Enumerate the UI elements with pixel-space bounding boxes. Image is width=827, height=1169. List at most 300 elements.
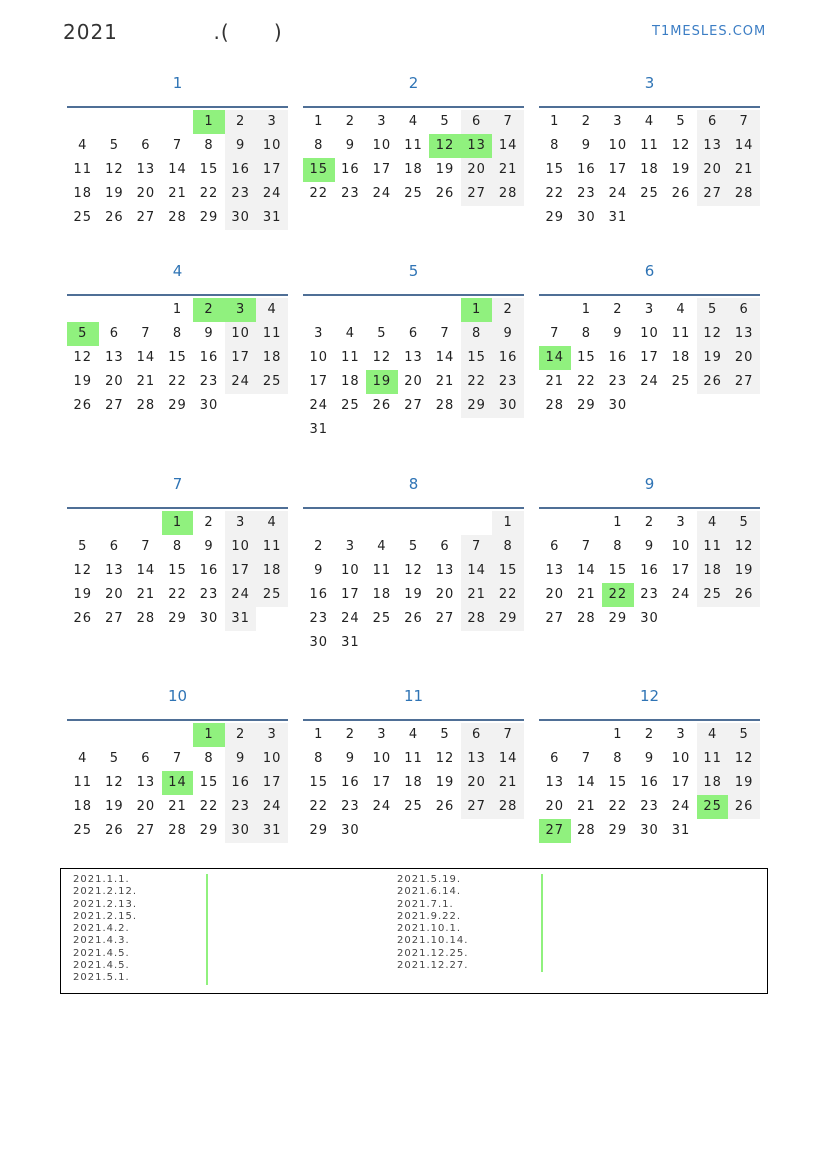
day-cell: 21: [728, 158, 760, 182]
day-cell: 20: [136, 799, 156, 814]
day-cell: 4: [78, 751, 88, 766]
day-cell: 17: [341, 587, 360, 602]
day-cell: 13: [136, 775, 156, 790]
day-cell: 2: [345, 727, 355, 742]
day-cell: 5: [67, 322, 99, 346]
day-cell: 6: [461, 723, 493, 747]
day-cell: 6: [109, 326, 119, 341]
week-row: [539, 511, 760, 535]
day-cell: 20: [461, 158, 493, 182]
day-cell: 21: [577, 587, 596, 602]
week-row: [303, 559, 524, 583]
month-title: 6: [644, 262, 655, 280]
empty-day-cell: [697, 607, 729, 631]
month-block: [303, 685, 524, 843]
month-days: [539, 723, 760, 843]
day-cell: 6: [461, 110, 493, 134]
empty-day-cell: [366, 511, 398, 535]
day-cell: 4: [78, 138, 88, 153]
week-row: [303, 158, 524, 182]
empty-day-cell: [429, 511, 461, 535]
month-days: [303, 723, 524, 843]
day-cell: 8: [314, 138, 324, 153]
day-cell: 19: [73, 587, 93, 602]
month-title: 11: [403, 687, 424, 705]
day-cell: 8: [613, 751, 623, 766]
day-cell: 1: [162, 511, 194, 535]
day-cell: 23: [225, 182, 257, 206]
holiday-marker: [206, 948, 208, 960]
day-cell: 16: [640, 563, 659, 578]
day-cell: 3: [256, 110, 288, 134]
legend-date: 2021.4.3.: [73, 935, 130, 947]
day-cell: 17: [309, 374, 329, 389]
day-cell: 30: [309, 635, 329, 650]
empty-day-cell: [539, 298, 571, 322]
day-cell: 24: [608, 186, 628, 201]
month-days: [303, 298, 524, 442]
empty-day-cell: [366, 631, 398, 655]
legend-item: [73, 935, 137, 947]
day-cell: 22: [309, 799, 329, 814]
day-cell: 31: [256, 819, 288, 843]
day-cell: 2: [613, 302, 623, 317]
day-cell: 19: [435, 162, 455, 177]
day-cell: 21: [577, 799, 596, 814]
day-cell: 11: [404, 751, 423, 766]
month-divider: [67, 294, 288, 296]
empty-day-cell: [303, 511, 335, 535]
day-cell: 20: [461, 771, 493, 795]
day-cell: 25: [671, 374, 691, 389]
week-row: [67, 771, 288, 795]
week-row: [303, 346, 524, 370]
day-cell: 15: [303, 158, 335, 182]
day-cell: 1: [613, 727, 623, 742]
day-cell: 27: [404, 398, 423, 413]
day-cell: 4: [644, 114, 655, 129]
week-row: [303, 795, 524, 819]
empty-day-cell: [398, 298, 430, 322]
day-cell: 11: [372, 563, 392, 578]
day-cell: 13: [136, 162, 156, 177]
month-days: [303, 110, 524, 206]
day-cell: 29: [577, 398, 596, 413]
day-cell: 17: [256, 771, 288, 795]
day-cell: 9: [204, 326, 214, 341]
day-cell: 25: [341, 398, 360, 413]
month-days: [67, 723, 288, 843]
day-cell: 11: [73, 162, 93, 177]
day-cell: 2: [314, 539, 324, 554]
legend-item: [397, 948, 468, 960]
day-cell: 15: [309, 775, 329, 790]
week-row: [67, 747, 288, 771]
day-cell: 19: [728, 771, 760, 795]
empty-day-cell: [728, 206, 760, 230]
day-cell: 18: [256, 346, 288, 370]
month-title: 1: [172, 74, 183, 92]
month-divider: [303, 294, 524, 296]
day-cell: 3: [256, 723, 288, 747]
day-cell: 30: [640, 611, 659, 626]
day-cell: 3: [314, 326, 324, 341]
day-cell: 10: [608, 138, 628, 153]
day-cell: 28: [136, 611, 156, 626]
day-cell: 19: [404, 587, 423, 602]
day-cell: 16: [199, 563, 219, 578]
day-cell: 18: [697, 559, 729, 583]
day-cell: 18: [73, 799, 93, 814]
week-row: [303, 110, 524, 134]
day-cell: 7: [728, 110, 760, 134]
empty-day-cell: [335, 511, 367, 535]
day-cell: 23: [225, 795, 257, 819]
day-cell: 19: [105, 186, 124, 201]
day-cell: 7: [172, 751, 183, 766]
day-cell: 10: [640, 326, 659, 341]
day-cell: 21: [136, 374, 156, 389]
empty-day-cell: [461, 631, 493, 655]
week-row: [539, 110, 760, 134]
month-block: [539, 260, 760, 418]
month-block: [303, 473, 524, 655]
day-cell: 19: [671, 162, 691, 177]
week-row: [539, 795, 760, 819]
holiday-marker: [541, 935, 543, 947]
day-cell: 9: [225, 747, 257, 771]
holiday-marker: [206, 972, 208, 984]
month-days: [303, 511, 524, 655]
month-title: 3: [644, 74, 655, 92]
day-cell: 29: [608, 823, 628, 838]
week-row: [539, 134, 760, 158]
day-cell: 13: [105, 563, 124, 578]
legend-item: [397, 911, 468, 923]
day-cell: 22: [309, 186, 329, 201]
holiday-marker: [541, 911, 543, 923]
day-cell: 14: [136, 350, 156, 365]
day-cell: 22: [577, 374, 596, 389]
day-cell: 30: [341, 823, 360, 838]
week-row: [303, 394, 524, 418]
legend-date: 2021.12.27.: [397, 960, 469, 972]
empty-day-cell: [492, 819, 524, 843]
empty-day-cell: [728, 394, 760, 418]
day-cell: 8: [204, 751, 214, 766]
day-cell: 24: [372, 799, 392, 814]
day-cell: 25: [256, 583, 288, 607]
month-title: 10: [167, 687, 188, 705]
empty-day-cell: [67, 511, 99, 535]
day-cell: 10: [309, 350, 329, 365]
month-title: 12: [639, 687, 660, 705]
empty-day-cell: [398, 631, 430, 655]
day-cell: 15: [168, 350, 187, 365]
day-cell: 20: [697, 158, 729, 182]
day-cell: 6: [697, 110, 729, 134]
day-cell: 9: [581, 138, 591, 153]
holiday-marker: [206, 874, 208, 886]
day-cell: 19: [435, 775, 455, 790]
legend-item: [73, 874, 137, 886]
week-row: [67, 795, 288, 819]
empty-day-cell: [728, 607, 760, 631]
day-cell: 14: [162, 771, 194, 795]
day-cell: 3: [613, 114, 623, 129]
day-cell: 16: [309, 587, 329, 602]
day-cell: 8: [172, 326, 183, 341]
empty-day-cell: [697, 206, 729, 230]
legend-date: 2021.5.19.: [397, 874, 462, 885]
holiday-marker: [206, 899, 208, 911]
week-row: [539, 158, 760, 182]
day-cell: 4: [408, 727, 419, 742]
holiday-marker: [541, 886, 543, 898]
day-cell: 5: [109, 751, 119, 766]
day-cell: 21: [168, 799, 187, 814]
day-cell: 25: [372, 611, 392, 626]
day-cell: 12: [429, 134, 461, 158]
day-cell: 28: [545, 398, 565, 413]
day-cell: 8: [581, 326, 591, 341]
day-cell: 17: [256, 158, 288, 182]
day-cell: 4: [256, 298, 288, 322]
legend-item: [397, 874, 468, 886]
day-cell: 23: [640, 587, 659, 602]
day-cell: 22: [602, 583, 634, 607]
day-cell: 23: [341, 186, 360, 201]
day-cell: 28: [461, 607, 493, 631]
day-cell: 12: [372, 350, 392, 365]
day-cell: 7: [581, 539, 591, 554]
day-cell: 19: [697, 346, 729, 370]
day-cell: 21: [545, 374, 565, 389]
day-cell: 18: [671, 350, 691, 365]
day-cell: 2: [225, 110, 257, 134]
day-cell: 24: [671, 799, 691, 814]
week-row: [303, 771, 524, 795]
month-block: [67, 685, 288, 843]
day-cell: 4: [697, 511, 729, 535]
legend-item: [73, 972, 137, 984]
day-cell: 21: [435, 374, 455, 389]
day-cell: 8: [492, 535, 524, 559]
week-row: [303, 511, 524, 535]
day-cell: 13: [435, 563, 455, 578]
week-row: [539, 771, 760, 795]
week-row: [67, 559, 288, 583]
day-cell: 20: [728, 346, 760, 370]
legend-item: [73, 948, 137, 960]
week-row: [67, 607, 288, 631]
day-cell: 13: [404, 350, 423, 365]
week-row: [67, 723, 288, 747]
day-cell: 27: [105, 398, 124, 413]
week-row: [303, 747, 524, 771]
week-row: [539, 346, 760, 370]
day-cell: 18: [256, 559, 288, 583]
day-cell: 7: [492, 723, 524, 747]
day-cell: 22: [461, 370, 493, 394]
day-cell: 15: [168, 563, 187, 578]
day-cell: 9: [345, 751, 355, 766]
week-row: [303, 298, 524, 322]
empty-day-cell: [492, 418, 524, 442]
month-block: [303, 72, 524, 206]
day-cell: 7: [461, 535, 493, 559]
day-cell: 5: [676, 114, 686, 129]
day-cell: 4: [377, 539, 387, 554]
day-cell: 5: [377, 326, 387, 341]
empty-day-cell: [429, 418, 461, 442]
empty-day-cell: [225, 394, 257, 418]
day-cell: 28: [728, 182, 760, 206]
empty-day-cell: [461, 418, 493, 442]
day-cell: 24: [341, 611, 360, 626]
day-cell: 21: [492, 771, 524, 795]
week-row: [67, 583, 288, 607]
day-cell: 5: [109, 138, 119, 153]
legend-item: [397, 935, 468, 947]
empty-day-cell: [697, 819, 729, 843]
legend-date: 2021.10.14.: [397, 935, 469, 947]
day-cell: 26: [404, 611, 423, 626]
month-days: [539, 298, 760, 418]
day-cell: 12: [105, 775, 124, 790]
month-title: 7: [172, 475, 183, 493]
day-cell: 12: [697, 322, 729, 346]
day-cell: 28: [492, 795, 524, 819]
week-row: [67, 394, 288, 418]
holiday-marker: [541, 923, 543, 935]
page-title: 2021 .( ): [63, 20, 283, 44]
day-cell: 10: [671, 751, 691, 766]
day-cell: 12: [105, 162, 124, 177]
day-cell: 4: [697, 723, 729, 747]
day-cell: 7: [492, 110, 524, 134]
day-cell: 1: [193, 723, 225, 747]
day-cell: 20: [404, 374, 423, 389]
day-cell: 29: [168, 398, 187, 413]
day-cell: 21: [492, 158, 524, 182]
day-cell: 23: [577, 186, 596, 201]
month-title: 4: [172, 262, 183, 280]
week-row: [539, 535, 760, 559]
day-cell: 12: [404, 563, 423, 578]
empty-day-cell: [539, 511, 571, 535]
week-row: [539, 298, 760, 322]
day-cell: 12: [435, 751, 455, 766]
day-cell: 24: [309, 398, 329, 413]
day-cell: 4: [676, 302, 686, 317]
day-cell: 1: [613, 515, 623, 530]
day-cell: 16: [225, 158, 257, 182]
day-cell: 2: [644, 515, 655, 530]
day-cell: 6: [141, 751, 151, 766]
day-cell: 24: [372, 186, 392, 201]
day-cell: 31: [309, 422, 329, 437]
day-cell: 8: [613, 539, 623, 554]
legend-item: [73, 960, 137, 972]
day-cell: 9: [644, 751, 655, 766]
legend-item: [397, 960, 468, 972]
day-cell: 27: [136, 210, 156, 225]
legend-column-2: [397, 874, 468, 972]
day-cell: 7: [440, 326, 450, 341]
month-block: [539, 473, 760, 631]
day-cell: 25: [256, 370, 288, 394]
month-divider: [539, 294, 760, 296]
day-cell: 23: [199, 587, 219, 602]
legend-date: 2021.7.1.: [397, 898, 454, 910]
day-cell: 24: [225, 583, 257, 607]
day-cell: 22: [168, 374, 187, 389]
week-row: [67, 110, 288, 134]
week-row: [539, 322, 760, 346]
day-cell: 23: [492, 370, 524, 394]
day-cell: 13: [105, 350, 124, 365]
brand-logo[interactable]: T1MESLES.COM: [652, 24, 767, 39]
month-days: [67, 298, 288, 418]
holiday-legend: [60, 868, 768, 994]
holiday-marker: [541, 948, 543, 960]
day-cell: 2: [581, 114, 591, 129]
day-cell: 14: [461, 559, 493, 583]
day-cell: 19: [73, 374, 93, 389]
day-cell: 15: [199, 775, 219, 790]
day-cell: 16: [640, 775, 659, 790]
legend-item: [397, 886, 468, 898]
day-cell: 4: [256, 511, 288, 535]
week-row: [303, 134, 524, 158]
week-row: [67, 535, 288, 559]
day-cell: 20: [545, 587, 565, 602]
day-cell: 18: [341, 374, 360, 389]
day-cell: 1: [193, 110, 225, 134]
legend-date: 2021.2.13.: [73, 898, 138, 910]
day-cell: 2: [345, 114, 355, 129]
day-cell: 3: [377, 114, 387, 129]
legend-date: 2021.4.5.: [73, 960, 130, 972]
day-cell: 10: [225, 535, 257, 559]
legend-date: 2021.9.22.: [397, 910, 462, 922]
day-cell: 6: [109, 539, 119, 554]
month-divider: [67, 507, 288, 509]
day-cell: 3: [676, 727, 686, 742]
month-divider: [303, 106, 524, 108]
week-row: [67, 819, 288, 843]
day-cell: 20: [105, 374, 124, 389]
day-cell: 15: [199, 162, 219, 177]
day-cell: 18: [404, 775, 423, 790]
day-cell: 23: [309, 611, 329, 626]
empty-day-cell: [398, 418, 430, 442]
day-cell: 11: [404, 138, 423, 153]
week-row: [67, 158, 288, 182]
legend-date: 2021.4.2.: [73, 923, 130, 935]
day-cell: 17: [608, 162, 628, 177]
empty-day-cell: [67, 723, 99, 747]
day-cell: 27: [539, 819, 571, 843]
day-cell: 13: [461, 747, 493, 771]
week-row: [539, 747, 760, 771]
month-block: [67, 260, 288, 418]
holiday-marker: [206, 960, 208, 972]
day-cell: 10: [671, 539, 691, 554]
day-cell: 26: [435, 186, 455, 201]
day-cell: 20: [105, 587, 124, 602]
